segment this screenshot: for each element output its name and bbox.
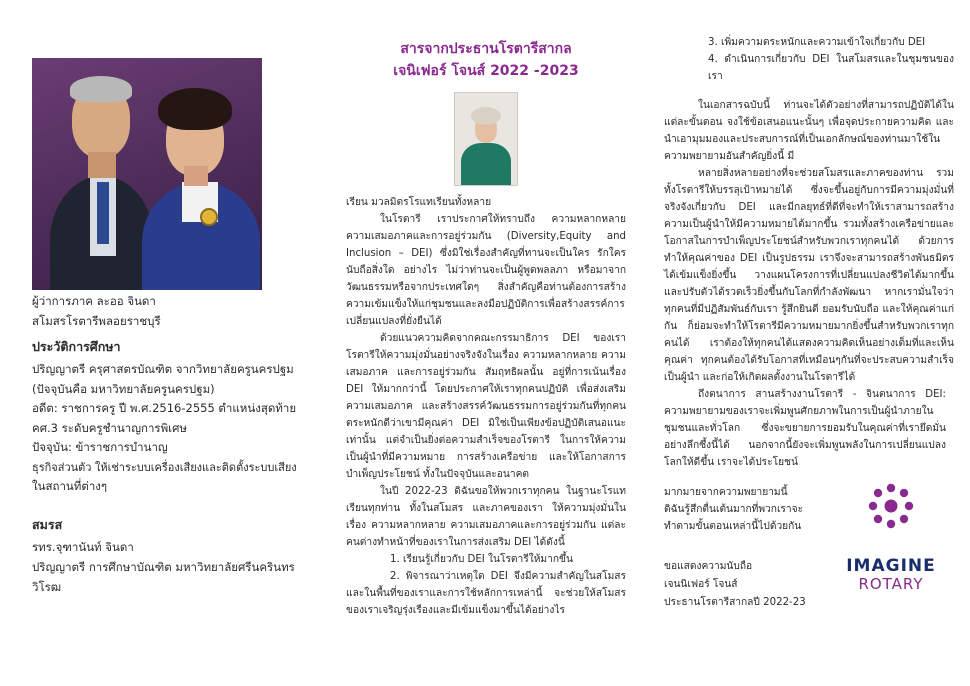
paragraph-closing: มากมายจากความพยายามนี้ ดิฉันรู้สึกตื่นเต้นมากที่พวกเราจะทำตามขั้นตอนเหล่านี้ไปด้วยกัน xyxy=(664,487,804,532)
paragraph: หลายสิ่งหลายอย่างที่จะช่วยสโมสรและภาคของท่าน รวมทั้งโรตารีให้บรรลุเป้าหมายได้ ซึ่งจะขึ้นอยู่กับการมีความมุ่งมั่นที่จริงจังเกี่ยวกับ DEI และมีกลยุทธ์ที่ดีที่จะทำให้เราสามารถสร้างความเป็นผู้นำให้มีความหมายได้มากขึ้น รวมทั้งสร้างเครือข่ายและโอกาสในการบำเพ็ญประโยชน์สำหรับพวกเราทุกคนได้ ด้วยการทำให้คุณค่าของ DEI เป็นรูปธรรม เราจึงจะสามารถสร้างพันธมิตรได้เข้มแข็งยิ่งขึ้น วางแผนโครงการที่เปลี่ยนแปลงชีวิตได้มากขึ้น และปรับตัวได้รวดเร็วยิ่งขึ้นกับโลกที่กำลังพัฒนา หากเรามั่นใจว่าทุกคนที่มีปฏิสัมพันธ์กับเรา รู้สึกยินดี ยอมรับนับถือ และให้คุณค่าแก่กัน ก็ย่อมจะทำให้โรตารีมีความหมายมากยิ่งขึ้นสำหรับพวกเราทุกคนได้ เราต้องให้ทุกคนได้แสดงความคิดเห็นอย่างเต็มที่และเห็นคุณค่า ทุกคนต้องได้รับโอกาสที่เหมือนๆกันที่จะประสบความสำเร็จ เป็นผู้นำ และก่อให้เกิดผลตั้งงานในโรตารีได้ xyxy=(664,168,954,383)
education-line: ธุรกิจส่วนตัว ให้เช่าระบบเครื่องเสียงและติดตั้งระบบเสียง xyxy=(32,460,297,474)
president-portrait xyxy=(454,92,518,186)
education-line: (ปัจจุบันคือ มหาวิทยาลัยครูนครปฐม) xyxy=(32,381,215,396)
signoff-title: ประธานโรตารีสากลปี 2022-23 xyxy=(664,597,806,608)
photo-caption-club: สโมสรโรตารีพลอยราชบุรี xyxy=(32,314,161,328)
list-item: 1. เรียนรู้เกี่ยวกับ DEI ในโรตารีให้มากขึ้น xyxy=(390,554,573,565)
signoff-line: ขอแสดงความนับถือ xyxy=(664,561,753,572)
paragraph: ในเอกสารฉบับนี้ ท่านจะได้ตัวอย่างที่สามารถปฏิบัติได้ในแต่ละขั้นตอน จงใช้ข้อเสนอแนะนั้นๆ เพื่อจุดประกายความคิด และนำเอามุมมองและประสบการณ์ที่เป็นเอกลักษณ์ของท่านมาใช้ในความพยายามอันสำคัญยิ่งนี้ มี xyxy=(664,100,954,162)
message-subtitle: เจนิเฟอร์ โจนส์ 2022 -2023 xyxy=(393,63,579,79)
education-heading: ประวัติการศึกษา xyxy=(32,339,121,354)
paragraph: ในปี 2022-23 ดิฉันขอให้พวกเราทุกคน ในฐานะโรแทเรียนทุกท่าน ทั้งในสโมสร และภาคของเรา ให้ความมุ่งมั่นในเรื่อง ความหลากหลาย ความเสมอภาคและการอยู่ร่วมกัน แต่ละคนต่างทำหน้าที่ของเราในการส่งเสริม DEI ได้ดังนี้ xyxy=(346,486,626,548)
spouse-line: ปริญญาตรี การศึกษาบัณฑิต มหาวิทยาลัยศรีนครินทร xyxy=(32,560,295,574)
rotary-pin-icon xyxy=(200,208,218,226)
paragraph: ถึงตนาการ สานสร้างงานโรตารี - จินตนาการ DEI: ความพยายามของเราจะเพิ่มพูนศักยภาพในการเป็นผู้นำภายในชุมชนและทั่วโลก ซึ่งจะขยายการยอมรับในคุณค่าที่เรายึดมั่นอย่างลึกซึ้งนี้ได้ นอกจากนี้ยังจะเพิ่มพูนพลังในการเปลี่ยนแปลงโลกให้ดีขึ้น เราจะได้ประโยชน์ xyxy=(664,389,946,468)
spouse-line: วิโรฒ xyxy=(32,580,62,594)
education-line: อดีต: ราชการครู ปี พ.ศ.2516-2555 ตำแหน่งสุดท้าย xyxy=(32,401,297,415)
paragraph: ด้วยแนวความคิดจากคณะกรรมาธิการ DEI ของเรา โรตารีให้ความมุ่งมั่นอย่างจริงจังในเรื่อง ความหลากหลาย ความเสมอภาค และการอยู่ร่วมกัน สัมฤทธิผลนั้น อยู่ที่การเน้นเรื่อง DEI ให้มากกว่านี้ โดยประกาศให้เราทุกคนปฏิบัติ เพื่อส่งเสริมความเสมอภาค และสร้างสรรค์วัฒนธรรมการอยู่ร่วมกันที่ทุกคนตระหนักดีว่าเขามีคุณค่า DEI มิใช่เป็นเพียงข้อปฏิบัติเสนอแนะเท่านั้น แต่จำเป็นยิ่งต่อความสำเร็จของโรตารี ในการให้ความเป็นผู้นำที่มีความหมาย การสร้างเครือข่าย และให้โอกาสการบำเพ็ญประโยชน์ ทั้งในปัจจุบันและอนาคต xyxy=(346,333,626,480)
list-item: 4. ดำเนินการเกี่ยวกับ DEI ในสโมสรและในชุมชนของเรา xyxy=(708,54,954,82)
paragraph: ในโรตารี เราประกาศให้ทราบถึง ความหลากหลาย ความเสมอภาคและการอยู่ร่วมกัน (Diversity,Equity and Inclusion – DEI) ซึ่งมิใช่เรื่องสำคัญที่ทานจะเป็นใคร รักใคร นับถือสิ่งใด อย่างไร ไม่ว่าท่านจะเป็นผู้พูดพลลภา หรือมาจากวัฒนธรรมหรือจากประเทศใดๆ สิ่งสำคัญคือท่านต้องการสร้างความเข้มแข็งให้แก่ชุมชนและลงมือปฏิบัติการเพื่อสร้างสรรค์การเปลี่ยนแปลงที่ยั่งยืนได้ xyxy=(346,214,626,327)
list-item: 3. เพิ่มความตระหนักและความเข้าใจเกี่ยวกับ DEI xyxy=(708,37,926,48)
president-hair xyxy=(471,107,501,125)
education-line: ปริญญาตรี ครุศาสตรบัณฑิต จากวิทยาลัยครูนครปฐม xyxy=(32,362,294,376)
education-list xyxy=(32,360,332,497)
spouse-heading: สมรส xyxy=(32,517,63,532)
education-line: คศ.3 ระดับครูชำนาญการพิเศษ xyxy=(32,420,187,435)
woman-hair xyxy=(158,88,232,130)
man-hair xyxy=(70,76,132,102)
spouse-list xyxy=(32,537,332,597)
signoff xyxy=(664,558,864,612)
governor-couple-photo xyxy=(32,58,262,290)
imagine-flower-icon xyxy=(836,476,946,536)
education-line: ในสถานที่ต่างๆ xyxy=(32,479,108,493)
right-body xyxy=(664,34,954,471)
logo-rotary-text: ROTARY xyxy=(858,575,924,593)
man-neck xyxy=(88,152,116,178)
photo-caption-name: ผู้ว่าการภาค ละออ จินดา xyxy=(32,294,156,308)
spouse-line: รทร.จุฑานันท์ จินดา xyxy=(32,540,134,554)
message-title: สารจากประธานโรตารีสากล xyxy=(400,41,572,57)
list-item: 2. พิจารณาว่าเหตุใด DEI จึงมีความสำคัญในสโมสร และในพื้นที่ของเราและการใช้หลักการเหล่านี้ จะช่วยให้สโมสรของเราเจริญรุ่งเรืองและมีเข้มแข็งมาขึ้นได้อย่างไร xyxy=(346,571,626,616)
education-line: ปัจจุบัน: ข้าราชการบำนาญ xyxy=(32,440,168,454)
logo-imagine-text: IMAGINE xyxy=(846,556,936,576)
man-tie xyxy=(97,182,109,244)
woman-neck xyxy=(184,166,208,186)
signoff-name: เจนนิเฟอร์ โจนส์ xyxy=(664,579,738,590)
president-body xyxy=(461,143,511,186)
greeting: เรียน มวลมิตรโรแทเรียนทั้งหลาย xyxy=(346,197,492,208)
message-body xyxy=(346,194,626,619)
